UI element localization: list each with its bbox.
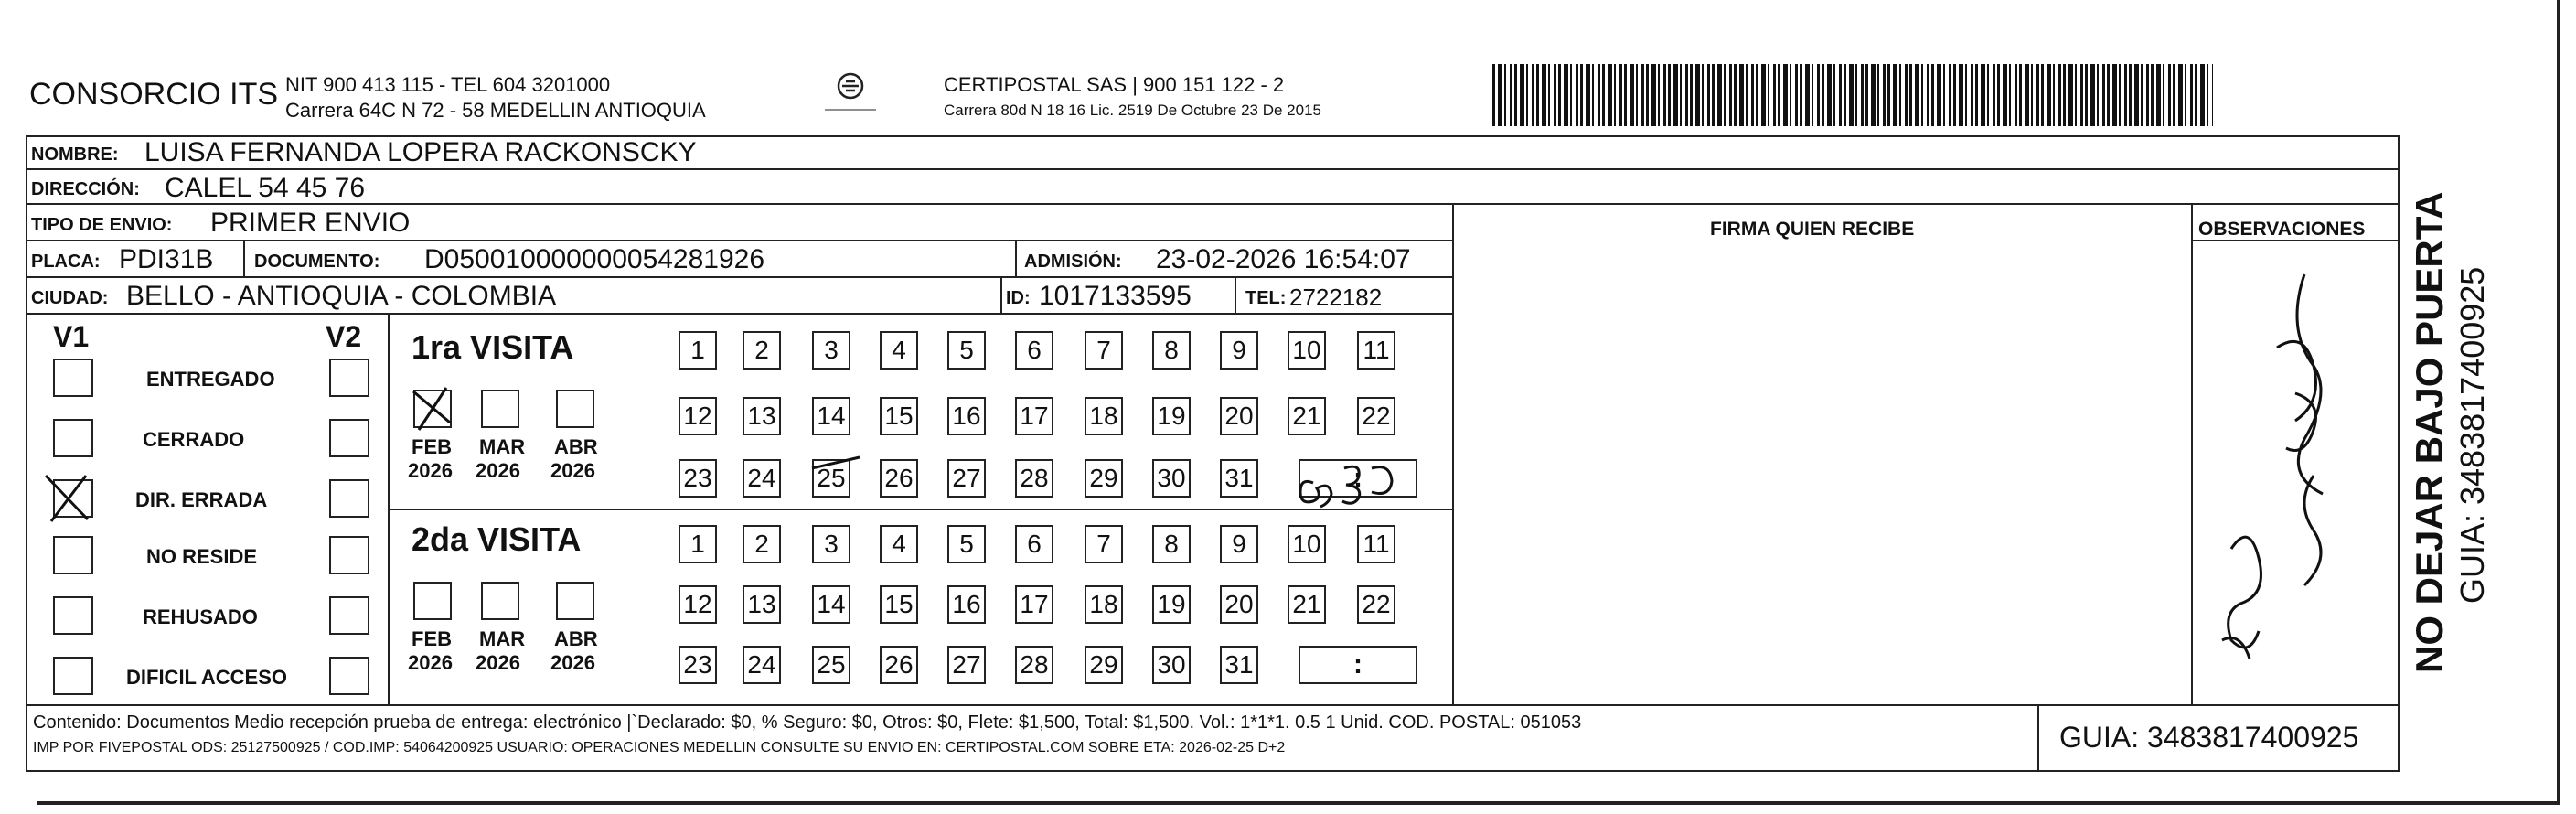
day-number: 14 [817, 590, 846, 618]
day-number: 11 [1363, 336, 1390, 364]
nombre-value: LUISA FERNANDA LOPERA RACKONSCKY [144, 137, 697, 167]
day-number: 9 [1232, 530, 1246, 558]
day-number: 28 [1020, 464, 1049, 492]
status-label: CERRADO [143, 428, 245, 451]
day-number: 11 [1363, 530, 1390, 558]
day-number: 3 [824, 530, 839, 558]
admision-value: 23-02-2026 16:54:07 [1156, 244, 1411, 274]
status-label: NO RESIDE [146, 545, 258, 568]
year-label: 2026 [408, 459, 453, 482]
footer-imp: IMP POR FIVEPOSTAL ODS: 25127500925 / COD.IMP: 54064200925 USUARIO: OPERACIONES MEDELLIN CONSULTE SU ENVIO EN: CERTIPOSTAL.COM SOBRE ETA: 2026-02-25 D+2 [33, 740, 1286, 755]
company-name: CONSORCIO ITS [29, 77, 279, 112]
day-number: 31 [1224, 650, 1254, 679]
day-number: 8 [1164, 530, 1179, 558]
day-number: 22 [1362, 402, 1391, 430]
carrier-address: Carrera 80d N 18 16 Lic. 2519 De Octubre 23 De 2015 [944, 102, 1321, 119]
day-number: 19 [1157, 402, 1186, 430]
time-placeholder: : [1353, 463, 1363, 493]
side-guia: GUIA: 3483817400925 [2453, 266, 2491, 604]
day-number: 25 [817, 650, 846, 679]
footer-guia: GUIA: 3483817400925 [2059, 721, 2359, 754]
day-number: 9 [1232, 336, 1246, 364]
company-nit: NIT 900 413 115 - TEL 604 3201000 [285, 73, 611, 96]
month-label: ABR [554, 435, 598, 458]
direccion-label: DIRECCIÓN: [31, 179, 140, 199]
day-number: 3 [824, 336, 839, 364]
day-number: 7 [1096, 530, 1111, 558]
day-number: 15 [884, 402, 914, 430]
day-number: 29 [1089, 464, 1118, 492]
nombre-label: NOMBRE: [31, 145, 119, 165]
id-value: 1017133595 [1039, 281, 1192, 311]
day-number: 31 [1224, 464, 1254, 492]
v1-header: V1 [53, 320, 90, 353]
day-number: 18 [1089, 590, 1118, 618]
day-number: 10 [1292, 530, 1321, 558]
day-number: 2 [754, 530, 769, 558]
placa-value: PDI31B [119, 244, 214, 274]
day-number: 6 [1027, 530, 1042, 558]
day-number: 1 [690, 530, 705, 558]
placa-label: PLACA: [31, 252, 101, 272]
year-label: 2026 [476, 459, 520, 482]
documento-label: DOCUMENTO: [254, 252, 380, 272]
first-visit-title: 1ra VISITA [412, 328, 574, 366]
ciudad-value: BELLO - ANTIOQUIA - COLOMBIA [126, 281, 557, 311]
day-number: 24 [747, 650, 776, 679]
year-label: 2026 [550, 651, 595, 674]
time-placeholder: : [1353, 649, 1363, 680]
day-number: 5 [959, 530, 974, 558]
month-label: MAR [479, 627, 526, 650]
day-number: 22 [1362, 590, 1391, 618]
day-number: 8 [1164, 336, 1179, 364]
day-number: 4 [892, 336, 906, 364]
day-number: 12 [683, 402, 712, 430]
day-number: 27 [952, 464, 981, 492]
day-number: 30 [1157, 650, 1186, 679]
day-number: 10 [1292, 336, 1321, 364]
day-number: 23 [683, 464, 712, 492]
day-number: 18 [1089, 402, 1118, 430]
footer-contenido: Contenido: Documentos Medio recepción prueba de entrega: electrónico |`Declarado: $0, % Seguro: $0, Otros: $0, Flete: $1,500, Total: $1,500. Vol.: 1*1*1. 0.5 1 Unid. COD. POSTAL: 051053 [33, 712, 1582, 733]
month-label: ABR [554, 627, 598, 650]
admision-label: ADMISIÓN: [1024, 252, 1122, 272]
day-number: 14 [817, 402, 846, 430]
status-label: DIFICIL ACCESO [126, 666, 288, 689]
day-number: 23 [683, 650, 712, 679]
day-number: 29 [1089, 650, 1118, 679]
tel-label: TEL: [1245, 288, 1287, 308]
carrier-line: CERTIPOSTAL SAS | 900 151 122 - 2 [944, 73, 1285, 96]
year-label: 2026 [550, 459, 595, 482]
firma-header: FIRMA QUIEN RECIBE [1710, 219, 1915, 240]
month-label: FEB [412, 435, 452, 458]
ciudad-label: CIUDAD: [31, 288, 109, 308]
day-number: 25 [817, 464, 846, 492]
day-number: 30 [1157, 464, 1186, 492]
day-number: 16 [952, 402, 981, 430]
day-number: 17 [1020, 402, 1049, 430]
documento-value: D050010000000054281926 [424, 244, 765, 274]
second-visit-title: 2da VISITA [412, 520, 582, 558]
company-address: Carrera 64C N 72 - 58 MEDELLIN ANTIOQUIA [285, 99, 706, 122]
day-number: 15 [884, 590, 914, 618]
month-label: FEB [412, 627, 452, 650]
day-number: 19 [1157, 590, 1186, 618]
tel-value: 2722182 [1289, 284, 1383, 311]
day-number: 17 [1020, 590, 1049, 618]
day-number: 13 [747, 402, 776, 430]
tipo-value: PRIMER ENVIO [210, 208, 411, 238]
day-number: 26 [884, 464, 914, 492]
day-number: 20 [1224, 402, 1254, 430]
day-number: 7 [1096, 336, 1111, 364]
status-label: DIR. ERRADA [135, 488, 268, 511]
day-number: 24 [747, 464, 776, 492]
year-label: 2026 [408, 651, 453, 674]
observaciones-header: OBSERVACIONES [2198, 219, 2366, 240]
day-number: 16 [952, 590, 981, 618]
day-number: 6 [1027, 336, 1042, 364]
day-number: 27 [952, 650, 981, 679]
day-number: 21 [1292, 590, 1321, 618]
tipo-label: TIPO DE ENVIO: [31, 215, 173, 235]
day-number: 2 [754, 336, 769, 364]
day-number: 26 [884, 650, 914, 679]
day-number: 4 [892, 530, 906, 558]
day-number: 28 [1020, 650, 1049, 679]
year-label: 2026 [476, 651, 520, 674]
direccion-value: CALEL 54 45 76 [165, 173, 366, 203]
status-label: ENTREGADO [146, 368, 275, 391]
day-number: 13 [747, 590, 776, 618]
day-number: 12 [683, 590, 712, 618]
month-label: MAR [479, 435, 526, 458]
day-number: 1 [690, 336, 705, 364]
day-number: 5 [959, 336, 974, 364]
status-label: REHUSADO [143, 605, 258, 628]
side-no-dejar: NO DEJAR BAJO PUERTA [2408, 191, 2451, 673]
day-number: 21 [1292, 402, 1321, 430]
id-label: ID: [1006, 288, 1031, 308]
v2-header: V2 [326, 320, 362, 353]
day-number: 20 [1224, 590, 1254, 618]
